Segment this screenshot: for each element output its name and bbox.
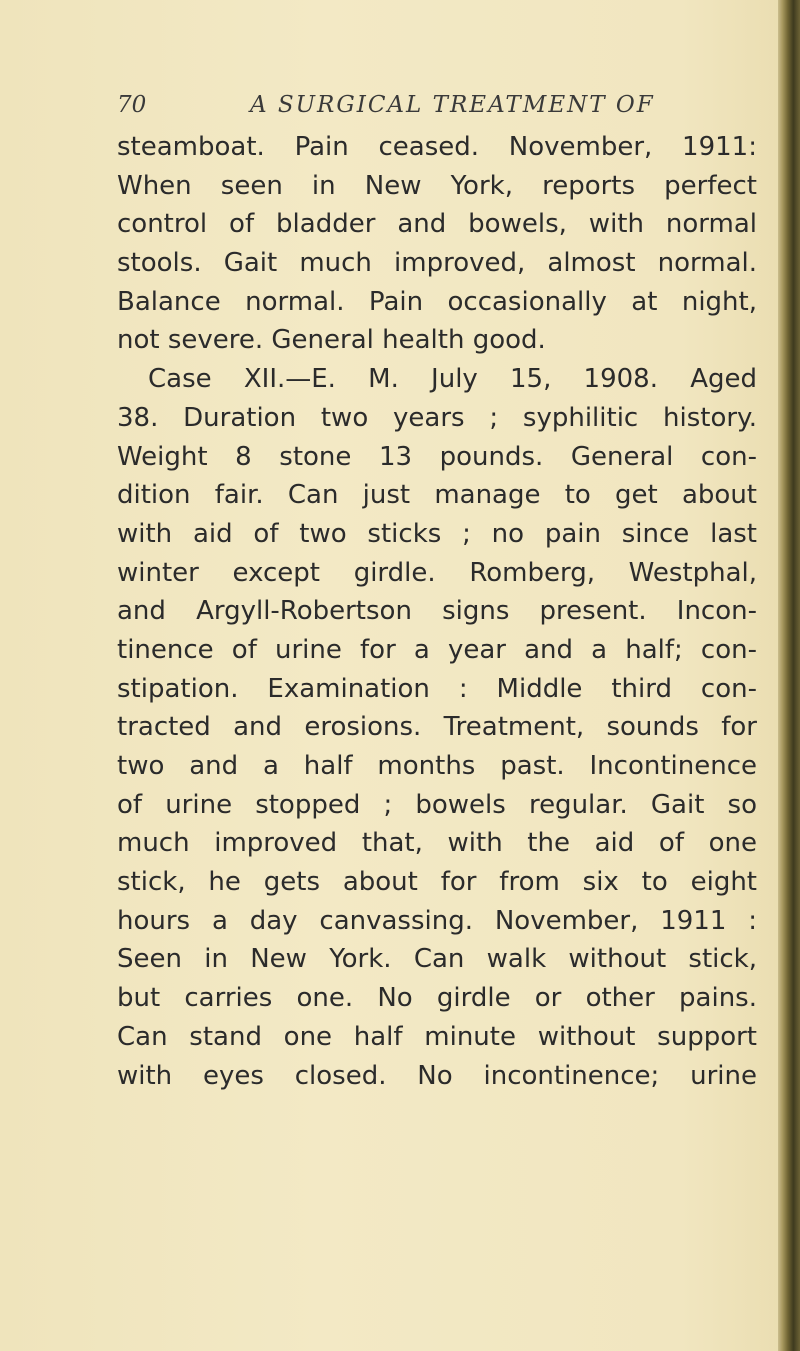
- text-line: Seen in New York. Can walk without stick,: [117, 944, 757, 975]
- text-line: Can stand one half minute without support: [117, 1021, 757, 1052]
- text-line: dition fair. Can just manage to get about: [117, 480, 757, 511]
- text-line: stick, he gets about for from six to eight: [117, 867, 757, 898]
- text-line: and Argyll-Robertson signs present. Incon-: [117, 596, 757, 627]
- text-line: control of bladder and bowels, with normal: [117, 209, 757, 240]
- text-line: Weight 8 stone 13 pounds. General con-: [117, 441, 757, 472]
- text-line: with eyes closed. No incontinence; urine: [117, 1060, 757, 1091]
- case-heading-line: Case XII.—E. M. July 15, 1908. Aged: [148, 364, 757, 395]
- text-line: of urine stopped ; bowels regular. Gait so: [117, 789, 757, 820]
- text-line: 38. Duration two years ; syphilitic history.: [117, 402, 757, 433]
- body-text: [117, 128, 757, 1095]
- text-line: stools. Gait much improved, almost normal.: [117, 248, 757, 279]
- text-line: two and a half months past. Incontinence: [117, 751, 757, 781]
- text-line: tinence of urine for a year and a half; con-: [117, 634, 757, 665]
- text-line: stipation. Examination : Middle third con-: [117, 673, 757, 704]
- text-line: but carries one. No girdle or other pains.: [117, 983, 757, 1014]
- running-title: A SURGICAL TREATMENT OF: [250, 92, 655, 118]
- text-line: steamboat. Pain ceased. November, 1911:: [117, 132, 757, 162]
- page-edge-shadow: [778, 0, 800, 1351]
- text-line: with aid of two sticks ; no pain since last: [117, 518, 757, 549]
- text-line: winter except girdle. Romberg, Westphal,: [117, 557, 757, 588]
- text-line: tracted and erosions. Treatment, sounds for: [117, 712, 757, 743]
- text-line: much improved that, with the aid of one: [117, 828, 757, 859]
- text-line: hours a day canvassing. November, 1911 :: [117, 905, 757, 936]
- page-number: 70: [117, 92, 147, 118]
- text-line: not severe. General health good.: [117, 325, 546, 356]
- text-line: Balance normal. Pain occasionally at night,: [117, 286, 757, 317]
- text-line: When seen in New York, reports perfect: [117, 170, 757, 201]
- page-header: [117, 92, 757, 126]
